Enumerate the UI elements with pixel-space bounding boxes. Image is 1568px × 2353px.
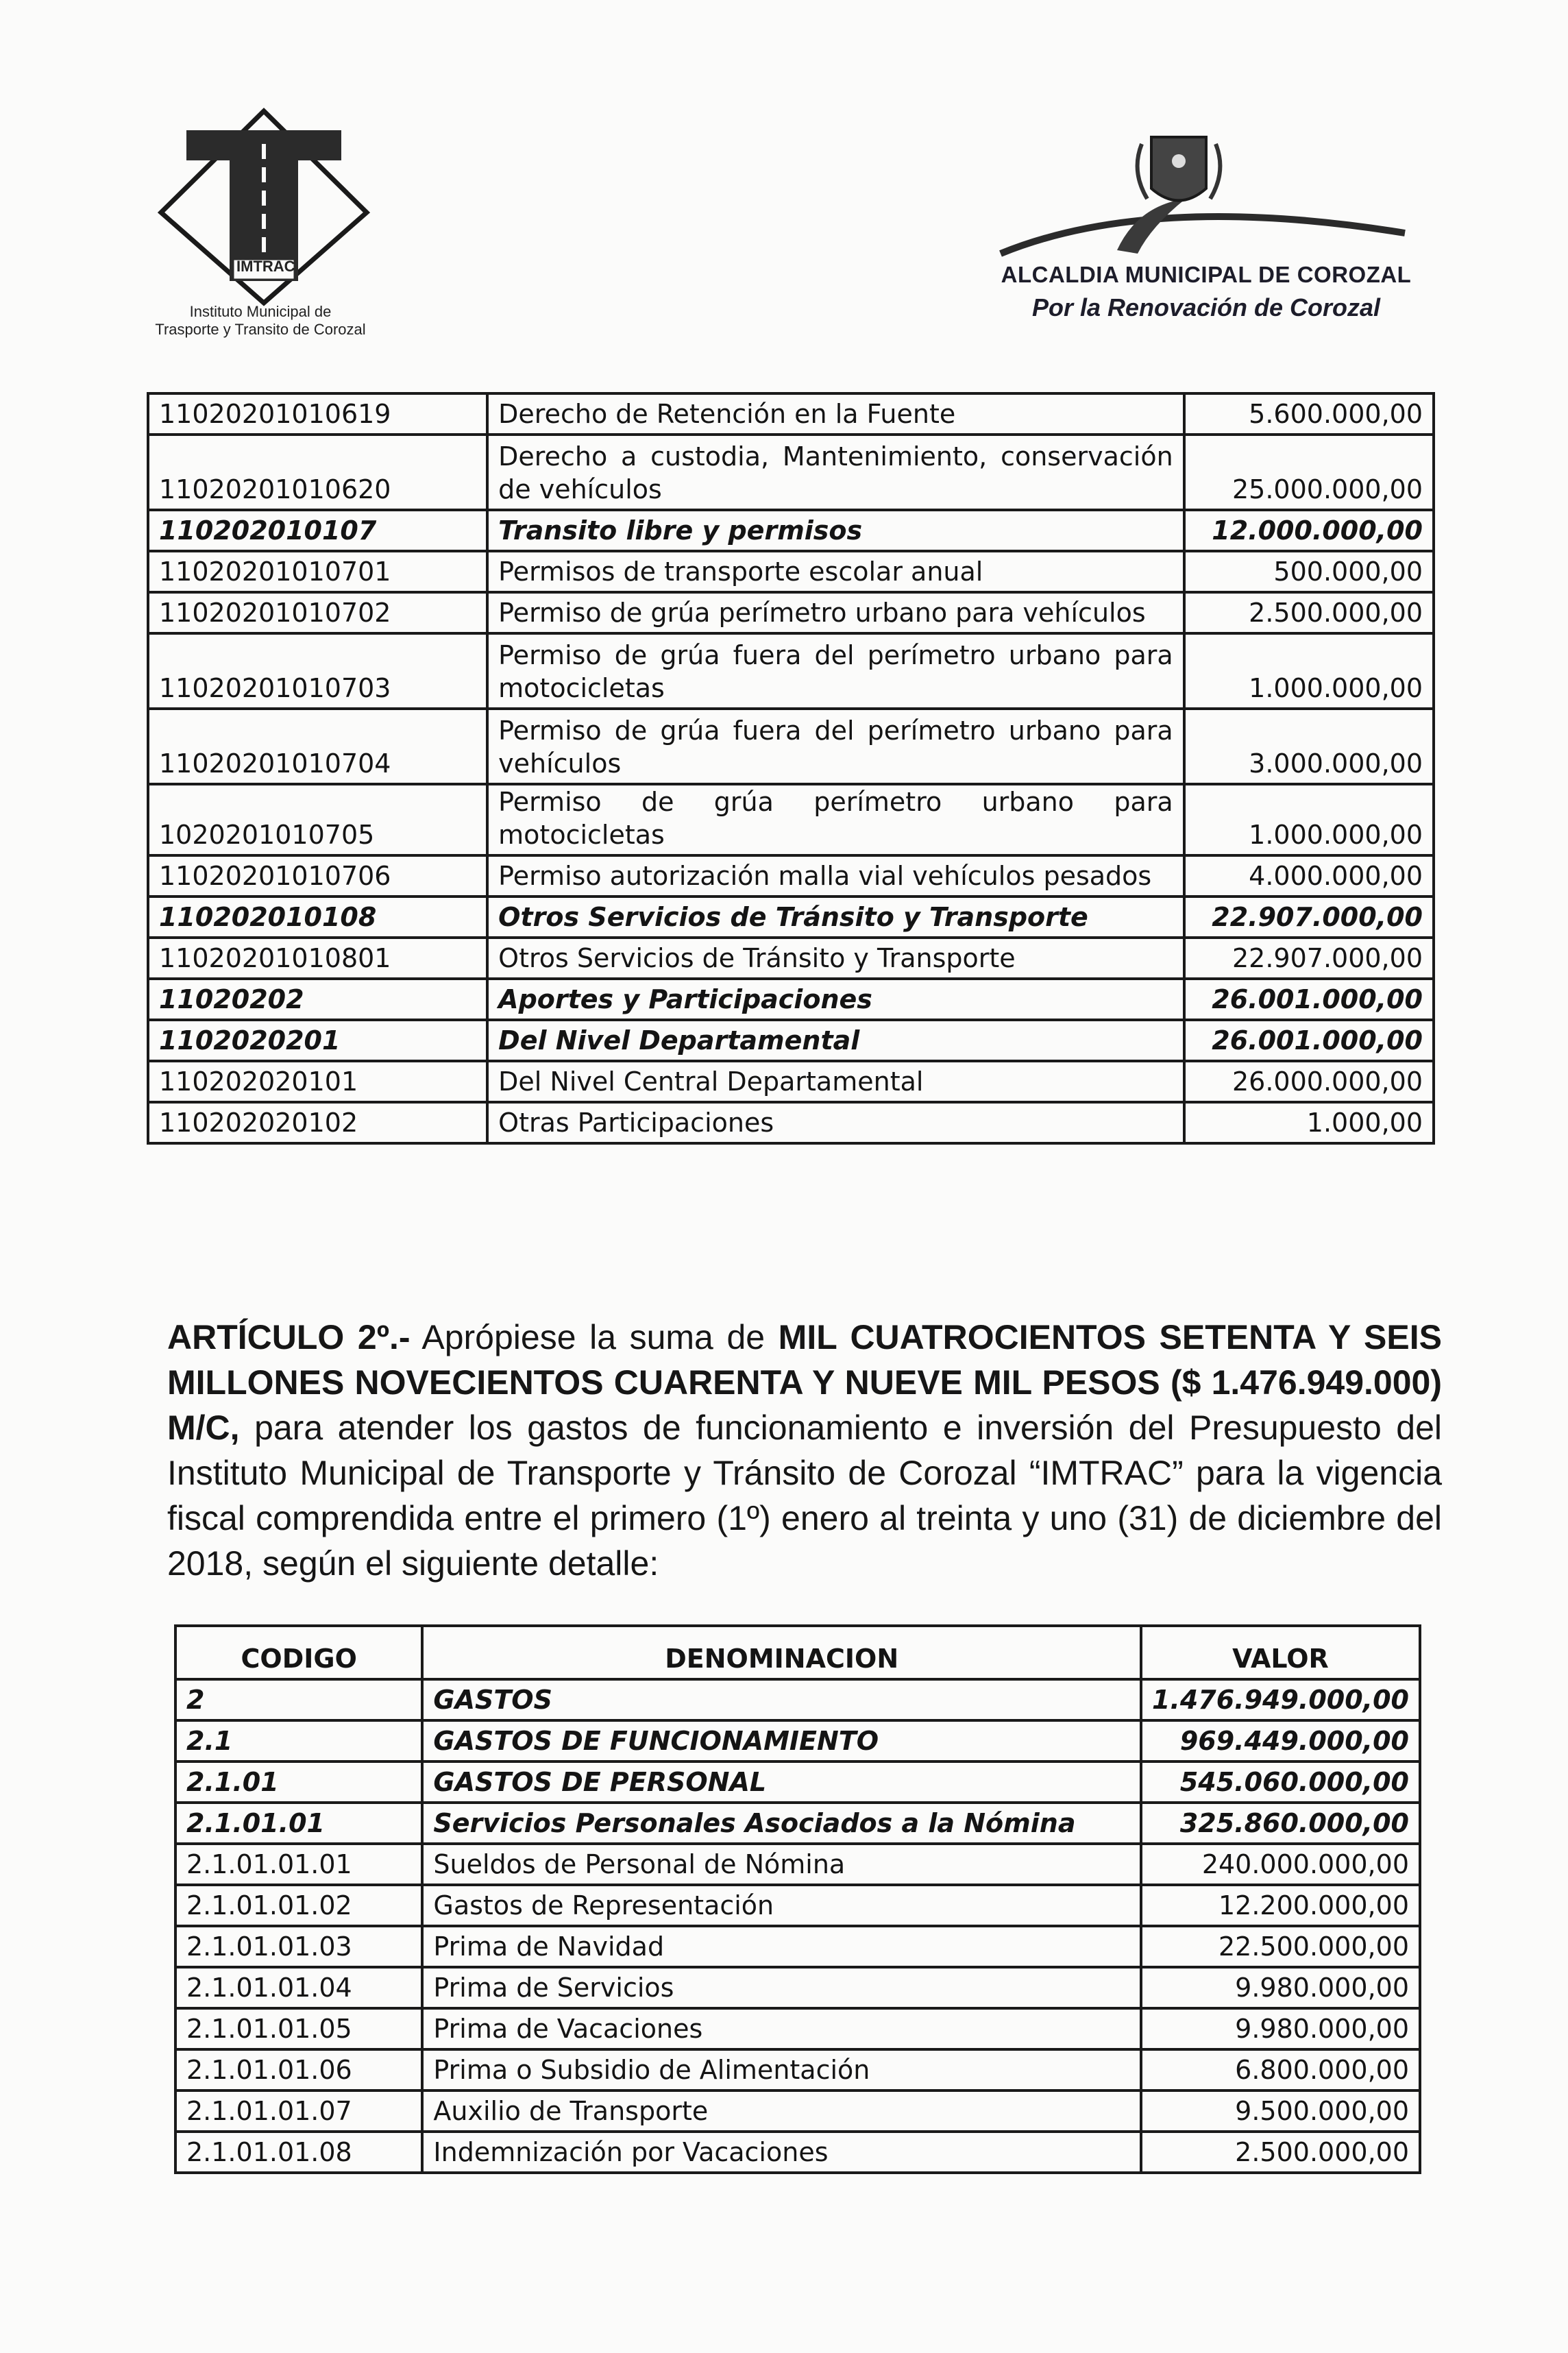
table-row (175, 1679, 1420, 1720)
table-row (175, 1720, 1420, 1761)
value-cell: 5.600.000,00 (1184, 393, 1434, 435)
header-codigo: CODIGO (175, 1626, 422, 1679)
article-label: ARTÍCULO 2º.- (167, 1318, 411, 1356)
name-cell: Otros Servicios de Tránsito y Transporte (487, 938, 1184, 979)
name-cell: Permiso de grúa fuera del perímetro urbano para motocicletas (487, 633, 1184, 709)
name-cell: Otras Participaciones (487, 1102, 1184, 1143)
name-cell: Prima de Vacaciones (422, 2008, 1141, 2049)
table-row (148, 1102, 1434, 1143)
code-cell: 2.1.01.01.04 (175, 1967, 422, 2008)
code-cell: 2.1.01.01.08 (175, 2132, 422, 2173)
expense-table (174, 1624, 1421, 2174)
code-cell: 1102020201 (148, 1020, 487, 1061)
table-row (175, 2090, 1420, 2132)
value-cell: 22.500.000,00 (1141, 1926, 1420, 1967)
code-cell: 1020201010705 (148, 784, 487, 855)
table-row (175, 2132, 1420, 2173)
name-cell: Permiso autorización malla vial vehículos pesados (487, 855, 1184, 897)
table-row (148, 393, 1434, 435)
alcaldia-motto: Por la Renovación de Corozal (1031, 293, 1381, 321)
code-cell: 11020201010701 (148, 551, 487, 592)
expense-table-header (175, 1626, 1420, 1679)
value-cell: 240.000.000,00 (1141, 1844, 1420, 1885)
value-cell: 12.000.000,00 (1184, 510, 1434, 551)
value-cell: 2.500.000,00 (1184, 592, 1434, 633)
table-row (148, 709, 1434, 784)
table-row (175, 1803, 1420, 1844)
table-row (148, 510, 1434, 551)
name-cell: Prima de Servicios (422, 1967, 1141, 2008)
article-2-paragraph (167, 1315, 1442, 1586)
value-cell: 26.001.000,00 (1184, 979, 1434, 1020)
table-row (148, 592, 1434, 633)
value-cell: 1.000.000,00 (1184, 784, 1434, 855)
code-cell: 2.1 (175, 1720, 422, 1761)
article-text-b: para atender los gastos de funcionamiento e inversión del Presupuesto del Instituto Municipal de Transporte y Tránsito de Corozal “IMTRAC” para la vigencia fiscal comprendida entre el primero (1º) enero al treinta y uno (31) de diciembre del 2018, según el siguiente detalle: (167, 1409, 1442, 1583)
code-cell: 11020201010704 (148, 709, 487, 784)
code-cell: 2.1.01.01.01 (175, 1844, 422, 1885)
imtrac-caption-line1: Instituto Municipal de (189, 303, 332, 320)
code-cell: 11020201010703 (148, 633, 487, 709)
article-text-a: Aprópiese la suma de (410, 1318, 779, 1356)
value-cell: 969.449.000,00 (1141, 1720, 1420, 1761)
imtrac-logo-text: IMTRAC (236, 258, 295, 275)
header-valor: VALOR (1141, 1626, 1420, 1679)
table-row (148, 897, 1434, 938)
table-row (148, 435, 1434, 510)
name-cell: GASTOS (422, 1679, 1141, 1720)
code-cell: 2.1.01.01.02 (175, 1885, 422, 1926)
article-amount: MIL CUATROCIENTOS SETENTA Y SEIS MILLONES NOVECIENTOS CUARENTA Y NUEVE MIL PESOS ($ 1.476.949.000) M/C, (167, 1318, 1442, 1447)
name-cell: Derecho de Retención en la Fuente (487, 393, 1184, 435)
value-cell: 12.200.000,00 (1141, 1885, 1420, 1926)
table-row (175, 1885, 1420, 1926)
name-cell: Del Nivel Departamental (487, 1020, 1184, 1061)
code-cell: 2.1.01.01 (175, 1803, 422, 1844)
code-cell: 11020202 (148, 979, 487, 1020)
value-cell: 22.907.000,00 (1184, 897, 1434, 938)
code-cell: 110202010107 (148, 510, 487, 551)
code-cell: 2.1.01.01.03 (175, 1926, 422, 1967)
value-cell: 545.060.000,00 (1141, 1761, 1420, 1803)
value-cell: 1.000.000,00 (1184, 633, 1434, 709)
imtrac-logo-icon (137, 103, 391, 308)
table-row (148, 551, 1434, 592)
code-cell: 2.1.01.01.06 (175, 2049, 422, 2090)
name-cell: Gastos de Representación (422, 1885, 1141, 1926)
name-cell: Aportes y Participaciones (487, 979, 1184, 1020)
code-cell: 110202020101 (148, 1061, 487, 1102)
code-cell: 2.1.01.01.05 (175, 2008, 422, 2049)
imtrac-caption (130, 303, 391, 339)
value-cell: 500.000,00 (1184, 551, 1434, 592)
table-row (175, 2049, 1420, 2090)
name-cell: Permiso de grúa perímetro urbano para vehículos (487, 592, 1184, 633)
income-table (147, 392, 1435, 1145)
code-cell: 110202010108 (148, 897, 487, 938)
value-cell: 1.000,00 (1184, 1102, 1434, 1143)
table-row (175, 1761, 1420, 1803)
name-cell: Derecho a custodia, Mantenimiento, conservación de vehículos (487, 435, 1184, 510)
alcaldia-title: ALCALDIA MUNICIPAL DE COROZAL (1001, 262, 1412, 287)
name-cell: GASTOS DE FUNCIONAMIENTO (422, 1720, 1141, 1761)
name-cell: Indemnización por Vacaciones (422, 2132, 1141, 2173)
value-cell: 4.000.000,00 (1184, 855, 1434, 897)
name-cell: Servicios Personales Asociados a la Nómina (422, 1803, 1141, 1844)
table-row (148, 633, 1434, 709)
imtrac-caption-line2: Trasporte y Transito de Corozal (155, 321, 366, 338)
table-row (175, 2008, 1420, 2049)
table-row (148, 938, 1434, 979)
value-cell: 26.000.000,00 (1184, 1061, 1434, 1102)
code-cell: 2.1.01 (175, 1761, 422, 1803)
table-row (148, 979, 1434, 1020)
code-cell: 2 (175, 1679, 422, 1720)
value-cell: 3.000.000,00 (1184, 709, 1434, 784)
name-cell: Sueldos de Personal de Nómina (422, 1844, 1141, 1885)
name-cell: Permiso de grúa perímetro urbano para motocicletas (487, 784, 1184, 855)
value-cell: 25.000.000,00 (1184, 435, 1434, 510)
code-cell: 11020201010620 (148, 435, 487, 510)
name-cell: Permisos de transporte escolar anual (487, 551, 1184, 592)
coat-of-arms-icon (980, 123, 1419, 260)
name-cell: Permiso de grúa fuera del perímetro urbano para vehículos (487, 709, 1184, 784)
name-cell: Transito libre y permisos (487, 510, 1184, 551)
value-cell: 9.980.000,00 (1141, 1967, 1420, 2008)
code-cell: 11020201010619 (148, 393, 487, 435)
table-row (148, 784, 1434, 855)
value-cell: 325.860.000,00 (1141, 1803, 1420, 1844)
name-cell: Prima o Subsidio de Alimentación (422, 2049, 1141, 2090)
table-row (148, 1020, 1434, 1061)
table-row (175, 1926, 1420, 1967)
value-cell: 22.907.000,00 (1184, 938, 1434, 979)
name-cell: GASTOS DE PERSONAL (422, 1761, 1141, 1803)
value-cell: 6.800.000,00 (1141, 2049, 1420, 2090)
code-cell: 2.1.01.01.07 (175, 2090, 422, 2132)
value-cell: 2.500.000,00 (1141, 2132, 1420, 2173)
name-cell: Otros Servicios de Tránsito y Transporte (487, 897, 1184, 938)
table-row (175, 1967, 1420, 2008)
header-denominacion: DENOMINACION (422, 1626, 1141, 1679)
table-row (148, 1061, 1434, 1102)
name-cell: Prima de Navidad (422, 1926, 1141, 1967)
name-cell: Auxilio de Transporte (422, 2090, 1141, 2132)
value-cell: 1.476.949.000,00 (1141, 1679, 1420, 1720)
name-cell: Del Nivel Central Departamental (487, 1061, 1184, 1102)
table-row (148, 855, 1434, 897)
value-cell: 26.001.000,00 (1184, 1020, 1434, 1061)
code-cell: 11020201010702 (148, 592, 487, 633)
code-cell: 11020201010801 (148, 938, 487, 979)
table-row (175, 1844, 1420, 1885)
code-cell: 110202020102 (148, 1102, 487, 1143)
code-cell: 11020201010706 (148, 855, 487, 897)
value-cell: 9.500.000,00 (1141, 2090, 1420, 2132)
value-cell: 9.980.000,00 (1141, 2008, 1420, 2049)
